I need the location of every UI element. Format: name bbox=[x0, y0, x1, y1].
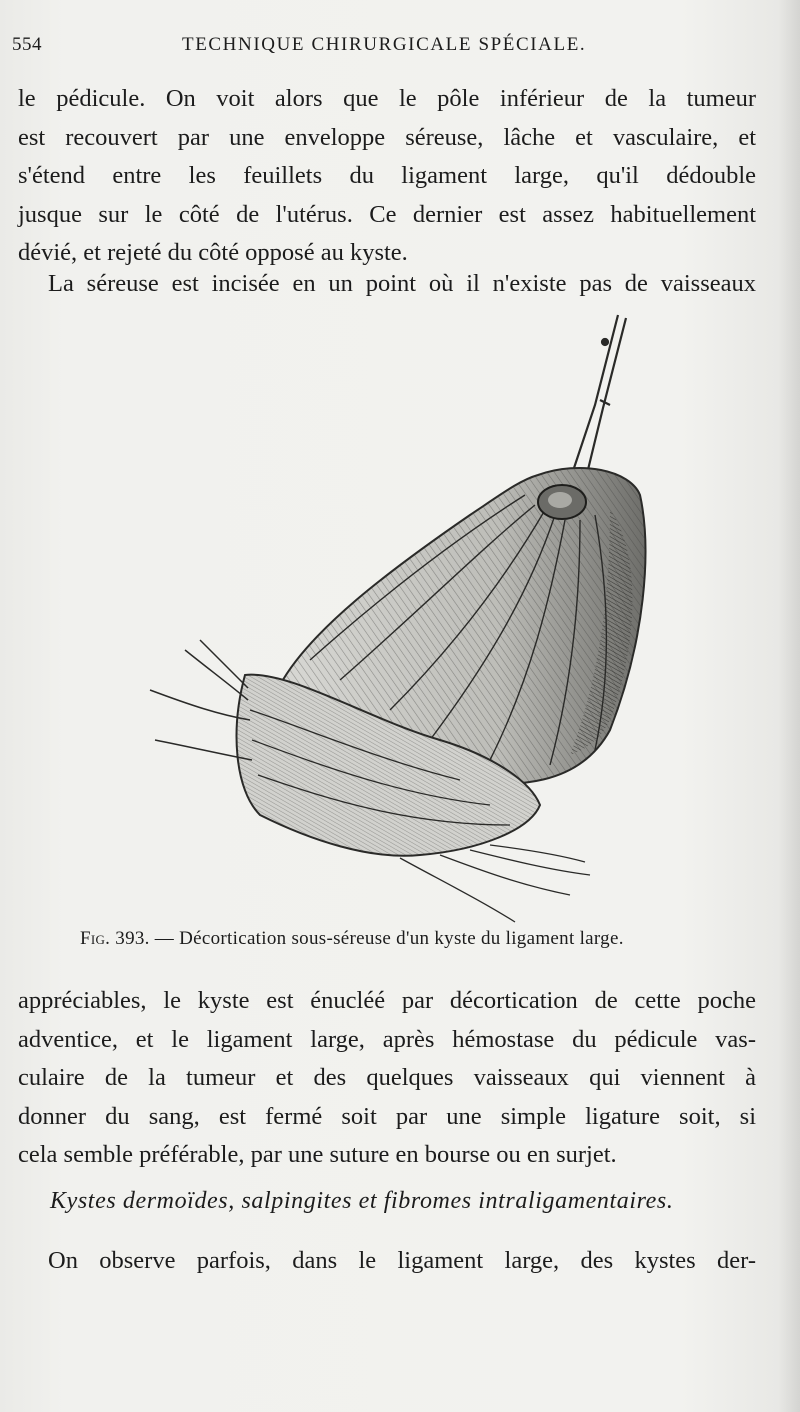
text-line: adventice, et le ligament large, après hémostase du pédicule vas- bbox=[18, 1025, 756, 1053]
page-header bbox=[12, 34, 768, 58]
figure-illustration bbox=[140, 310, 660, 930]
text-line: jusque sur le côté de l'utérus. Ce dernier est assez habituellement bbox=[18, 200, 756, 228]
text-line: s'étend entre les feuillets du ligament large, qu'il dédouble bbox=[18, 162, 756, 189]
paragraph-2 bbox=[18, 265, 756, 304]
text-line: appréciables, le kyste est énucléé par décortication de cette poche bbox=[18, 987, 756, 1014]
figure-label: Fig. 393. bbox=[80, 928, 150, 949]
page-number: 554 bbox=[12, 34, 42, 55]
text-line: le pédicule. On voit alors que le pôle inférieur de la tumeur bbox=[18, 85, 756, 112]
figure-caption-text: — Décortication sous-séreuse d'un kyste du ligament large. bbox=[154, 928, 624, 949]
text-line: est recouvert par une enveloppe séreuse, lâche et vasculaire, et bbox=[18, 123, 756, 151]
figure-caption bbox=[80, 928, 760, 950]
text-line: La séreuse est incisée en un point où il n'existe pas de vaisseaux bbox=[48, 270, 756, 297]
text-line: dévié, et rejeté du côté opposé au kyste. bbox=[18, 239, 408, 266]
text-line: On observe parfois, dans le ligament large, des kystes der- bbox=[48, 1247, 756, 1274]
paragraph-1 bbox=[18, 80, 756, 273]
text-line: cela semble préférable, par une suture en bourse ou en surjet. bbox=[18, 1141, 617, 1168]
text-line: donner du sang, est fermé soit par une simple ligature soit, si bbox=[18, 1102, 756, 1130]
section-subheading: Kystes dermoïdes, salpingites et fibromes intraligamentaires. bbox=[50, 1188, 674, 1214]
paragraph-3 bbox=[18, 982, 756, 1175]
forceps-icon bbox=[570, 315, 626, 482]
running-title: TECHNIQUE CHIRURGICALE SPÉCIALE. bbox=[182, 34, 587, 55]
engraving-cyst-forceps-icon bbox=[140, 310, 660, 930]
paragraph-4 bbox=[18, 1242, 756, 1281]
text-line: culaire de la tumeur et des quelques vaisseaux qui viennent à bbox=[18, 1064, 756, 1091]
